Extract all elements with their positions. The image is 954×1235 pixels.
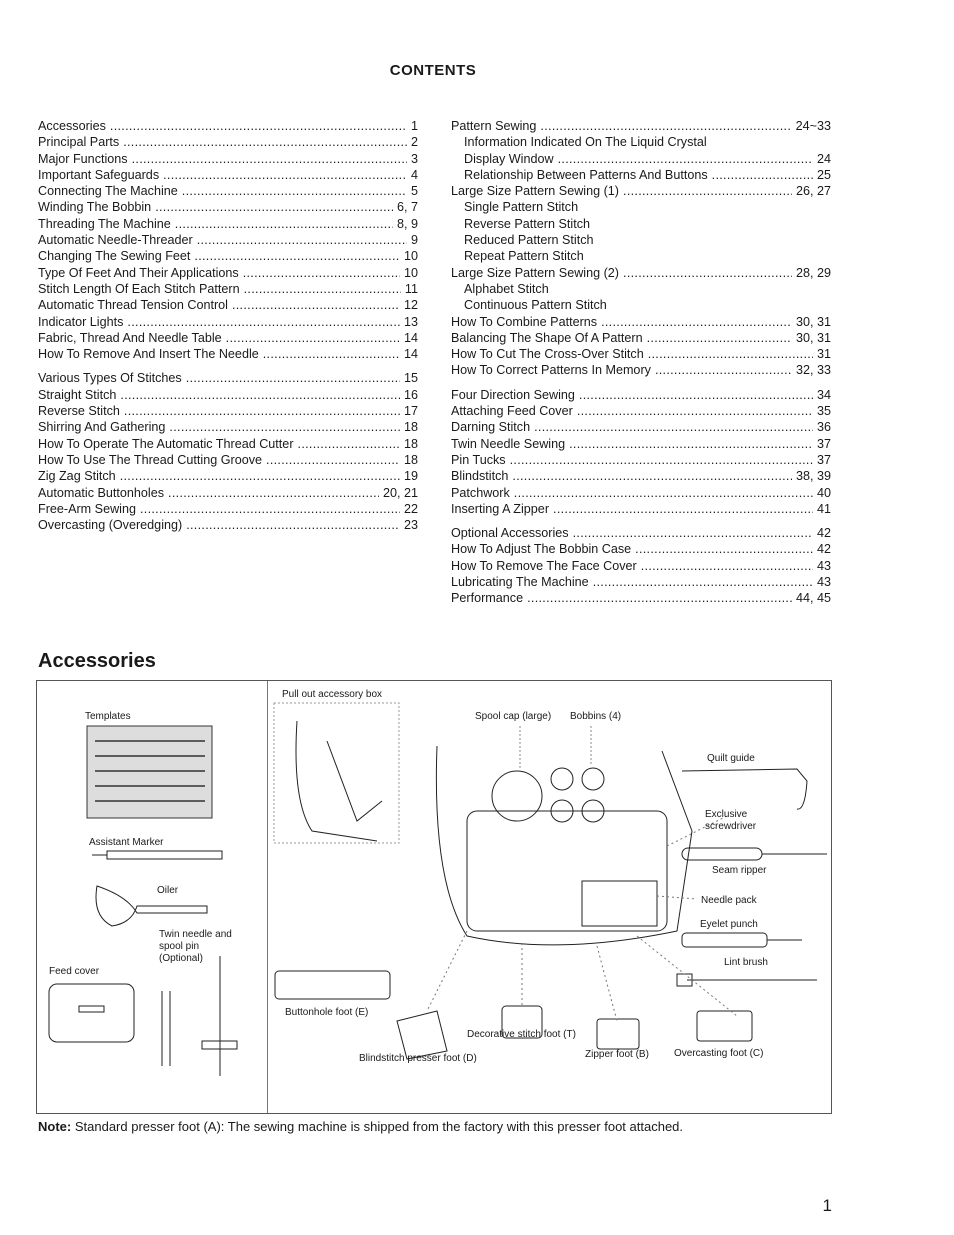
- twin-needle-icon: [162, 991, 170, 1066]
- toc-entry-label: Type Of Feet And Their Applications: [38, 265, 239, 280]
- toc-entry: [451, 574, 831, 590]
- toc-entry: [38, 346, 418, 362]
- toc-entry: [451, 419, 831, 435]
- toc-entry: [451, 387, 831, 403]
- toc-leader-dots: [169, 419, 400, 435]
- toc-leader-dots: [120, 387, 400, 403]
- toc-entry-label: Zig Zag Stitch: [38, 469, 116, 484]
- toc-entry-page: 2: [410, 135, 418, 150]
- toc-right-column: [451, 118, 831, 607]
- bobbin-icon-2: [582, 768, 604, 790]
- toc-leader-dots: [123, 134, 407, 150]
- toc-entry-page: 19: [403, 469, 418, 484]
- toc-entry-label: Winding The Bobbin: [38, 200, 152, 215]
- blindstitch-foot-icon: [397, 1011, 447, 1059]
- toc-entry-page: 12: [403, 298, 418, 313]
- toc-leader-dots: [514, 485, 813, 501]
- toc-entry: [38, 370, 418, 386]
- toc-leader-dots: [298, 436, 400, 452]
- label-assistant-marker: Assistant Marker: [89, 837, 164, 848]
- toc-entry-page: 10: [403, 249, 418, 264]
- toc-leader-dots: [553, 501, 813, 517]
- toc-leader-dots: [232, 297, 400, 313]
- toc-entry-page: 18: [403, 420, 418, 435]
- toc-entry: [451, 590, 831, 606]
- toc-entry-label: Display Window: [464, 151, 554, 166]
- toc-entry: [451, 468, 831, 484]
- toc-entry-page: 26, 27: [795, 184, 831, 199]
- toc-leader-dots: [127, 314, 400, 330]
- toc-entry: [38, 151, 418, 167]
- toc-entry-label: How To Remove And Insert The Needle: [38, 347, 259, 362]
- screwdriver-icon: [682, 848, 827, 860]
- toc-entry: [451, 199, 831, 215]
- toc-entry-label: Connecting The Machine: [38, 184, 178, 199]
- toc-entry-page: 25: [816, 167, 831, 182]
- toc-leader-dots: [623, 265, 792, 281]
- toc-entry: [38, 452, 418, 468]
- toc-entry-page: 20, 21: [382, 485, 418, 500]
- label-spool-cap: Spool cap (large): [475, 711, 552, 722]
- toc-leader-dots: [527, 590, 792, 606]
- toc-entry-label: Accessories: [38, 119, 106, 133]
- label-oiler: Oiler: [157, 885, 179, 896]
- toc-entry: [451, 297, 831, 313]
- toc-leader-dots: [197, 232, 407, 248]
- label-twin-needle: Twin needle and: [159, 929, 232, 940]
- label-buttonhole-foot: Buttonhole foot (E): [285, 1007, 369, 1018]
- toc-leader-dots: [558, 151, 813, 167]
- toc-entry-page: 9: [410, 233, 418, 248]
- toc-entry: [451, 501, 831, 517]
- toc-entry-page: 42: [816, 542, 831, 557]
- lint-brush-icon: [677, 974, 817, 986]
- toc-leader-dots: [647, 330, 792, 346]
- toc-entry-label: Repeat Pattern Stitch: [464, 249, 584, 264]
- toc-entry-page: 32, 33: [795, 363, 831, 378]
- toc-gap: [38, 362, 418, 370]
- toc-entry-page: 18: [403, 436, 418, 451]
- contents-title: CONTENTS: [389, 62, 477, 79]
- toc-entry-label: Major Functions: [38, 151, 128, 166]
- label-optional: (Optional): [159, 953, 203, 964]
- toc-entry-label: Automatic Thread Tension Control: [38, 298, 228, 313]
- toc-leader-dots: [132, 151, 407, 167]
- toc-entry: [451, 558, 831, 574]
- toc-gap: [451, 379, 831, 387]
- overcasting-foot-icon: [697, 1011, 752, 1041]
- label-eyelet-punch: Eyelet punch: [700, 919, 758, 930]
- note-label: Note:: [38, 1119, 72, 1134]
- toc-entry-label: Shirring And Gathering: [38, 420, 166, 435]
- toc-entry-page: 4: [410, 167, 418, 182]
- toc-entry: [38, 468, 418, 484]
- toc-entry-label: Inserting A Zipper: [451, 501, 550, 516]
- toc-leader-dots: [110, 118, 407, 134]
- toc-entry-label: Indicator Lights: [38, 314, 124, 329]
- toc-entry: [451, 232, 831, 248]
- toc-entry-page: 35: [816, 404, 831, 419]
- toc-entry-label: Continuous Pattern Stitch: [464, 298, 607, 313]
- toc-leader-dots: [593, 574, 813, 590]
- toc-entry: [38, 314, 418, 330]
- toc-entry-page: 6, 7: [396, 200, 418, 215]
- toc-entry-page: 28, 29: [795, 265, 831, 280]
- toc-entry: [38, 134, 418, 150]
- toc-entry-page: 14: [403, 330, 418, 345]
- toc-entry-label: Reverse Stitch: [38, 404, 120, 419]
- toc-entry: [451, 525, 831, 541]
- buttonhole-foot-icon: [275, 971, 390, 999]
- label-bobbins: Bobbins (4): [570, 711, 622, 722]
- toc-entry: [451, 541, 831, 557]
- toc-entry-page: 43: [816, 558, 831, 573]
- toc-leader-dots: [163, 167, 407, 183]
- toc-leader-dots: [635, 541, 813, 557]
- needle-pack-icon: [582, 881, 657, 926]
- toc-entry-page: 24: [816, 151, 831, 166]
- toc-leader-dots: [186, 517, 400, 533]
- toc-leader-dots: [186, 370, 400, 386]
- toc-entry: [451, 452, 831, 468]
- toc-entry: [38, 248, 418, 264]
- label-screwdriver: screwdriver: [705, 821, 757, 832]
- toc-leader-dots: [226, 330, 400, 346]
- page-number: 1: [822, 1196, 832, 1215]
- toc-entry-label: Pin Tucks: [451, 452, 506, 467]
- toc-entry: [38, 330, 418, 346]
- toc-entry-label: Blindstitch: [451, 469, 509, 484]
- toc-entry-page: 37: [816, 436, 831, 451]
- toc-leader-dots: [573, 525, 813, 541]
- toc-entry: [451, 330, 831, 346]
- label-spool-pin: spool pin: [159, 941, 200, 952]
- toc-entry-page: 23: [403, 518, 418, 533]
- toc-entry-label: Overcasting (Overedging): [38, 518, 183, 533]
- label-feed-cover: Feed cover: [49, 966, 100, 977]
- toc-entry: [38, 199, 418, 215]
- toc-entry-label: Various Types Of Stitches: [38, 371, 182, 386]
- toc-leader-dots: [601, 314, 792, 330]
- toc-entry: [451, 216, 831, 232]
- toc-entry: [38, 419, 418, 435]
- toc-entry-label: Balancing The Shape Of A Pattern: [451, 330, 643, 345]
- toc-entry-label: Changing The Sewing Feet: [38, 249, 191, 264]
- toc-entry: [451, 134, 831, 150]
- toc-leader-dots: [266, 452, 400, 468]
- toc-entry-label: Large Size Pattern Sewing (1): [451, 184, 620, 199]
- toc-entry-label: Performance: [451, 591, 524, 606]
- toc-leader-dots: [512, 468, 792, 484]
- toc-entry-page: 5: [410, 184, 418, 199]
- toc-entry: [451, 436, 831, 452]
- toc-leader-dots: [194, 248, 400, 264]
- label-quilt-guide: Quilt guide: [707, 753, 755, 764]
- toc-entry-label: Stitch Length Of Each Stitch Pattern: [38, 281, 240, 296]
- toc-entry-page: 24~33: [795, 119, 831, 133]
- toc-entry: [451, 265, 831, 281]
- assistant-marker-icon: [92, 851, 222, 859]
- toc-leader-dots: [579, 387, 813, 403]
- toc-leader-dots: [655, 362, 792, 378]
- label-needle-pack: Needle pack: [701, 895, 757, 906]
- toc-entry: [451, 183, 831, 199]
- quilt-guide-icon: [682, 769, 807, 809]
- toc-entry: [38, 436, 418, 452]
- feed-cover-icon: [49, 984, 134, 1042]
- toc-entry-label: Threading The Machine: [38, 216, 171, 231]
- oiler-icon: [96, 886, 207, 926]
- toc-leader-dots: [712, 167, 813, 183]
- toc-entry: [38, 403, 418, 419]
- toc-leader-dots: [510, 452, 813, 468]
- label-pull-out-box: Pull out accessory box: [282, 689, 383, 700]
- toc-leader-dots: [155, 199, 393, 215]
- accessories-figure: [36, 680, 832, 1114]
- toc-entry-page: 40: [816, 485, 831, 500]
- toc-entry-label: Information Indicated On The Liquid Crystal: [464, 135, 707, 150]
- toc-entry-page: 36: [816, 420, 831, 435]
- toc-entry-page: 41: [816, 501, 831, 516]
- toc-entry: [451, 314, 831, 330]
- toc-entry-page: 34: [816, 387, 831, 402]
- toc-entry-label: Principal Parts: [38, 135, 120, 150]
- toc-leader-dots: [641, 558, 813, 574]
- toc-entry-page: 38, 39: [795, 469, 831, 484]
- label-templates: Templates: [85, 711, 131, 722]
- toc-entry-page: 31: [816, 347, 831, 362]
- toc-entry-label: Optional Accessories: [451, 526, 569, 541]
- toc-entry-label: Twin Needle Sewing: [451, 436, 566, 451]
- toc-entry: [38, 265, 418, 281]
- toc-entry-label: How To Cut The Cross-Over Stitch: [451, 347, 644, 362]
- toc-leader-dots: [243, 265, 400, 281]
- toc-entry: [38, 183, 418, 199]
- toc-entry-page: 11: [404, 281, 418, 296]
- toc-entry: [38, 118, 418, 134]
- toc-entry-label: Large Size Pattern Sewing (2): [451, 265, 620, 280]
- toc-entry-page: 1: [410, 119, 418, 133]
- toc-entry-page: 3: [410, 151, 418, 166]
- toc-entry-label: Important Safeguards: [38, 167, 160, 182]
- toc-entry-label: How To Combine Patterns: [451, 314, 598, 329]
- accessory-box-icon: [436, 746, 692, 945]
- toc-entry: [451, 118, 831, 134]
- toc-entry: [451, 167, 831, 183]
- bobbin-icon-1: [551, 768, 573, 790]
- toc-entry-page: 8, 9: [396, 216, 418, 231]
- toc-entry: [451, 248, 831, 264]
- toc-left-column: [38, 118, 418, 533]
- toc-entry-label: Relationship Between Patterns And Buttons: [464, 167, 708, 182]
- toc-leader-dots: [534, 419, 813, 435]
- toc-leader-dots: [168, 485, 379, 501]
- toc-entry-label: Automatic Buttonholes: [38, 485, 165, 500]
- toc-entry: [451, 485, 831, 501]
- toc-leader-dots: [244, 281, 401, 297]
- toc-entry: [451, 151, 831, 167]
- toc-entry-label: Pattern Sewing: [451, 119, 537, 133]
- toc-leader-dots: [124, 403, 400, 419]
- toc-entry-page: 16: [403, 387, 418, 402]
- toc-entry-label: Automatic Needle-Threader: [38, 233, 193, 248]
- toc-entry: [38, 167, 418, 183]
- label-seam-ripper: Seam ripper: [712, 865, 767, 876]
- note-text: Standard presser foot (A): The sewing machine is shipped from the factory with this presser foot attached.: [74, 1119, 684, 1134]
- toc-entry: [38, 281, 418, 297]
- toc-entry-label: Fabric, Thread And Needle Table: [38, 330, 222, 345]
- toc-entry-page: 37: [816, 452, 831, 467]
- toc-entry-page: 44, 45: [795, 591, 831, 606]
- toc-entry-page: 14: [403, 347, 418, 362]
- toc-leader-dots: [263, 346, 400, 362]
- toc-entry-label: Patchwork: [451, 485, 510, 500]
- toc-leader-dots: [140, 501, 400, 517]
- toc-entry-label: Reduced Pattern Stitch: [464, 233, 594, 248]
- toc-entry: [451, 346, 831, 362]
- toc-entry-page: 22: [403, 501, 418, 516]
- toc-leader-dots: [120, 468, 400, 484]
- toc-entry-label: Darning Stitch: [451, 420, 531, 435]
- toc-entry: [38, 517, 418, 533]
- toc-entry: [38, 485, 418, 501]
- toc-entry-page: 17: [403, 404, 418, 419]
- label-exclusive: Exclusive: [705, 809, 748, 820]
- toc-entry-label: Four Direction Sewing: [451, 387, 575, 402]
- toc-entry-label: How To Adjust The Bobbin Case: [451, 542, 632, 557]
- label-decorative-foot: Decorative stitch foot (T): [467, 1029, 576, 1040]
- note: [38, 1119, 683, 1134]
- toc-entry-label: Straight Stitch: [38, 387, 117, 402]
- toc-entry-page: 30, 31: [795, 314, 831, 329]
- spool-cap-icon: [492, 771, 542, 821]
- toc-entry-page: 15: [403, 371, 418, 386]
- toc-entry-label: How To Use The Thread Cutting Groove: [38, 452, 263, 467]
- toc-entry: [451, 281, 831, 297]
- label-lint-brush: Lint brush: [724, 957, 768, 968]
- toc-entry-label: Lubricating The Machine: [451, 575, 589, 590]
- label-zipper-foot: Zipper foot (B): [585, 1049, 649, 1060]
- label-blindstitch-foot: Blindstitch presser foot (D): [359, 1053, 477, 1064]
- toc-leader-dots: [540, 118, 791, 134]
- toc-entry: [451, 403, 831, 419]
- eyelet-punch-icon: [682, 933, 802, 947]
- toc-entry-page: 42: [816, 526, 831, 541]
- toc-entry-label: How To Correct Patterns In Memory: [451, 363, 651, 378]
- toc-entry-page: 10: [403, 265, 418, 280]
- toc-gap: [451, 517, 831, 525]
- toc-leader-dots: [175, 216, 393, 232]
- zipper-foot-icon: [597, 1019, 639, 1049]
- toc-entry: [38, 297, 418, 313]
- toc-entry-label: How To Operate The Automatic Thread Cutter: [38, 436, 294, 451]
- toc-entry-page: 43: [816, 575, 831, 590]
- toc-entry-page: 13: [403, 314, 418, 329]
- toc-entry-label: Alphabet Stitch: [464, 281, 549, 296]
- toc-entry-page: 18: [403, 452, 418, 467]
- templates-icon: [87, 726, 212, 818]
- toc-entry: [38, 501, 418, 517]
- label-overcasting-foot: Overcasting foot (C): [674, 1048, 764, 1059]
- toc-entry-label: Attaching Feed Cover: [451, 404, 573, 419]
- toc-leader-dots: [623, 183, 792, 199]
- toc-entry: [38, 216, 418, 232]
- toc-entry-label: Free-Arm Sewing: [38, 501, 136, 516]
- toc-entry: [38, 232, 418, 248]
- toc-entry-label: Single Pattern Stitch: [464, 200, 579, 215]
- toc-entry-page: 30, 31: [795, 330, 831, 345]
- toc-leader-dots: [182, 183, 407, 199]
- toc-entry-label: How To Remove The Face Cover: [451, 558, 637, 573]
- toc-entry: [38, 387, 418, 403]
- toc-leader-dots: [569, 436, 813, 452]
- toc-entry-label: Reverse Pattern Stitch: [464, 216, 590, 231]
- toc-entry: [451, 362, 831, 378]
- accessories-title: Accessories: [38, 650, 156, 672]
- toc-leader-dots: [577, 403, 813, 419]
- toc-leader-dots: [648, 346, 813, 362]
- spool-pin-icon: [202, 956, 237, 1076]
